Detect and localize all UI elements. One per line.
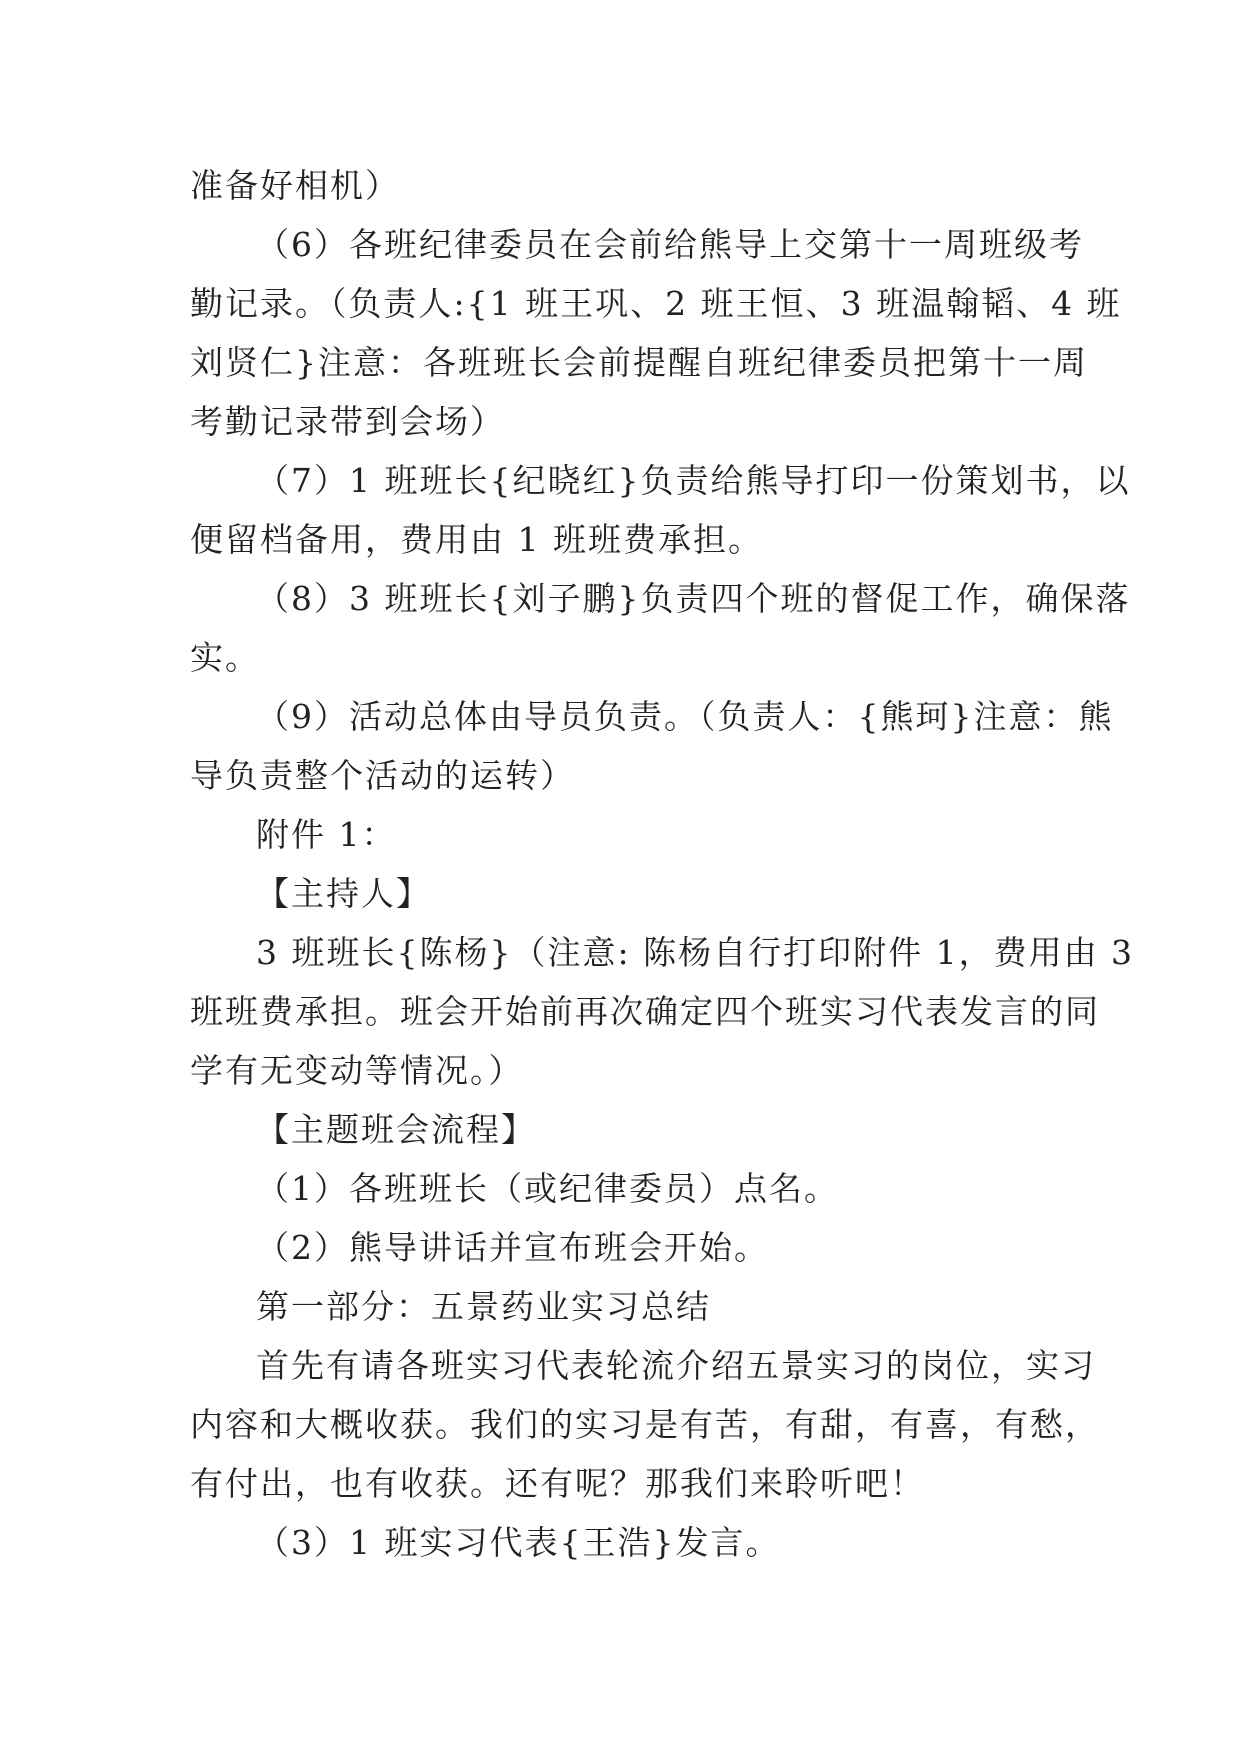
text-line-4: 刘贤仁}注意：各班班长会前提醒自班纪律委员把第十一周 [190, 343, 1088, 382]
text-line-9: 实。 [190, 638, 260, 677]
text-line-11: 导负责整个活动的运转） [190, 756, 575, 795]
host-heading: 【主持人】 [256, 874, 431, 913]
text-line-14: 3 班班长{陈杨}（注意: 陈杨自行打印附件 1，费用由 3 [256, 933, 1135, 972]
text-line-23: 有付出，也有收获。还有呢？那我们来聆听吧！ [190, 1464, 925, 1503]
text-line-22: 内容和大概收获。我们的实习是有苦，有甜，有喜，有愁， [190, 1405, 1100, 1444]
text-line-10: （9）活动总体由导员负责。（负责人：{熊珂}注意：熊 [256, 697, 1114, 736]
text-line-3: 勤记录。（负责人:{1 班王巩、2 班王恒、3 班温翰韬、4 班 [190, 284, 1122, 323]
text-line-21: 首先有请各班实习代表轮流介绍五景实习的岗位，实习 [256, 1346, 1096, 1385]
text-line-8: （8）3 班班长{刘子鹏}负责四个班的督促工作，确保落 [256, 579, 1131, 618]
document-body [190, 156, 1135, 1572]
text-line-6: （7）1 班班长{纪晓红}负责给熊导打印一份策划书，以 [256, 461, 1131, 500]
meeting-process-heading: 【主题班会流程】 [256, 1110, 536, 1149]
attachment-label: 附件 1： [256, 815, 397, 854]
text-line-7: 便留档备用，费用由 1 班班费承担。 [190, 520, 763, 559]
text-line-5: 考勤记录带到会场） [190, 402, 505, 441]
part-one-heading: 第一部分：五景药业实习总结 [256, 1287, 711, 1326]
text-line-16: 学有无变动等情况。） [190, 1051, 524, 1090]
text-line-18: （1）各班班长（或纪律委员）点名。 [256, 1169, 839, 1208]
text-line-1: 准备好相机） [190, 166, 400, 205]
text-line-2: （6）各班纪律委员在会前给熊导上交第十一周班级考 [256, 225, 1084, 264]
text-line-24: （3）1 班实习代表{王浩}发言。 [256, 1523, 781, 1562]
text-line-19: （2）熊导讲话并宣布班会开始。 [256, 1228, 769, 1267]
text-line-15: 班班费承担。班会开始前再次确定四个班实习代表发言的同 [190, 992, 1100, 1031]
